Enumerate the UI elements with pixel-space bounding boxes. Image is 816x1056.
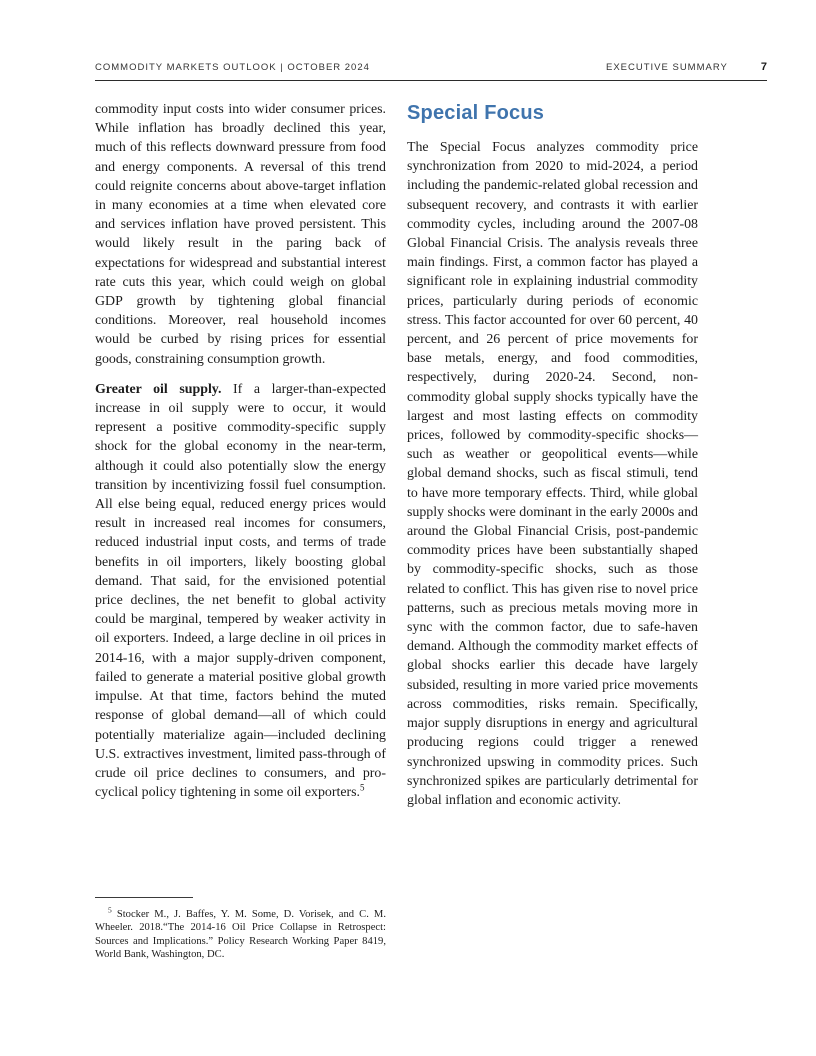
footnote-block bbox=[95, 897, 386, 961]
paragraph-inflation: commodity input costs into wider consumer prices. While inflation has broadly declined this year, much of this reflects downward pressure from food and energy components. A reversal of this trend could reignite concerns about above-target inflation in many economies at a time when elevated core and services inflation have proved persistent. This would likely result in the paring back of expectations for widespread and substantial interest rate cuts this year, which could weigh on global GDP growth by tightening global financial conditions. Moreover, real household incomes would be curbed by rising prices for essential goods, constraining consumption growth. bbox=[95, 102, 386, 367]
footnote-separator bbox=[95, 897, 193, 898]
running-title: COMMODITY MARKETS OUTLOOK | OCTOBER 2024 bbox=[95, 62, 370, 73]
section-title-group bbox=[606, 61, 767, 73]
two-column-body bbox=[95, 100, 698, 810]
page-header bbox=[95, 61, 767, 81]
page-number: 7 bbox=[760, 61, 767, 73]
paragraph-special-focus: The Special Focus analyzes commodity price synchronization from 2020 to mid-2024, a period including the pandemic-related global recession and subsequent recovery, and contrasts it with earlier commodity cycles, including around the 2007-08 Global Financial Crisis. The analysis reveals three main findings. First, a common factor has played a significant role in explaining industrial commodity prices, particularly during periods of economic stress. This factor accounted for over 60 percent, 40 percent, and 26 percent of price movements for base metals, energy, and food commodities, respectively, during 2020-24. Second, non-commodity global supply shocks typically have the largest and most lasting effects on commodity prices, followed by commodity-specific shocks—such as weather or geopolitical events—while global demand shocks, such as fiscal stimuli, tend to have more temporary effects. Third, while global supply shocks were dominant in the early 2000s and around the Global Financial Crisis, post-pandemic commodity prices have been substantially shaped by commodity-specific shocks, such as those related to conflict. This has given rise to novel price patterns, such as precious metals moving more in sync with the common factor, due to safe-haven demand. Although the commodity market effects of global shocks earlier this decade have largely subsided, resulting in more varied price movements across commodities, risks remain. Specifically, major supply disruptions in energy and agricultural producing regions could trigger a renewed synchronized upswing in commodity prices. Such synchronized spikes are particularly detrimental for global inflation and economic activity. bbox=[407, 140, 698, 808]
footnote-citation: Stocker M., J. Baffes, Y. M. Some, D. Vorisek, and C. M. Wheeler. 2018.“The 2014-16 Oil Price Collapse in Retrospect: Sources and Implications.” Policy Research Working Paper 8419, World Bank, Washington, DC. bbox=[95, 909, 386, 960]
footnote-text bbox=[95, 905, 386, 961]
paragraph-oil-supply bbox=[95, 380, 386, 802]
footnote-reference: 5 bbox=[360, 782, 365, 793]
paragraph-oil-supply-text: If a larger-than-expected increase in oil supply were to occur, it would represent a positive commodity-specific supply shock for the global economy in the near-term, although it could also potentially slow the energy transition by incentivizing fossil fuel consumption. All else being equal, reduced energy prices would result in increased real incomes for consumers, reduced industrial input costs, and terms of trade benefits in oil importers, likely boosting global demand. That said, for the envisioned potential price declines, the net benefit to global activity could be marginal, tempered by weaker activity in oil exporters. Indeed, a large decline in oil prices in 2014-16, with a major supply-driven component, failed to generate a material positive global growth impulse. At that time, factors behind the muted response of global demand—all of which could potentially materialize again—included declining U.S. extractives investment, limited pass-through of crude oil price declines to consumers, and pro-cyclical policy tightening in some oil exporters. bbox=[95, 381, 386, 801]
left-column bbox=[95, 100, 386, 810]
right-column bbox=[407, 100, 698, 810]
section-title: EXECUTIVE SUMMARY bbox=[606, 62, 728, 73]
special-focus-heading: Special Focus bbox=[407, 102, 545, 124]
paragraph-lead-bold: Greater oil supply. bbox=[95, 381, 222, 397]
footnote-marker: 5 bbox=[108, 905, 112, 915]
